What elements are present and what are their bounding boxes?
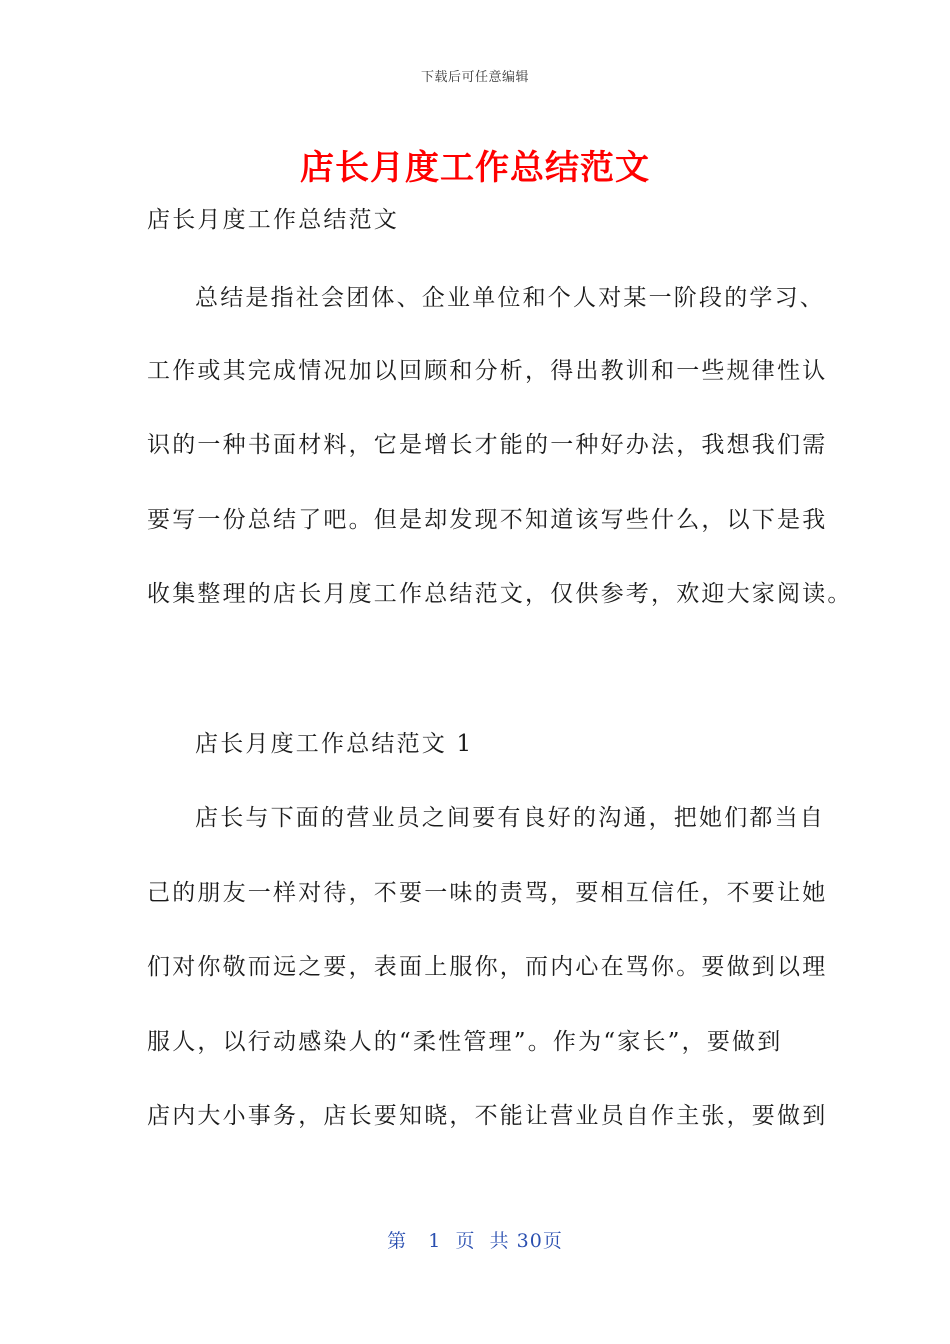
section-line-5: 店内大小事务，店长要知晓，不能让营业员自作主张，要做到 bbox=[147, 1103, 828, 1129]
current-page-number: 1 bbox=[428, 1230, 442, 1252]
section-heading: 店长月度工作总结范文 1 bbox=[195, 731, 474, 757]
section-line-4: 服人，以行动感染人的“柔性管理”。作为“家长”，要做到 bbox=[147, 1029, 783, 1055]
intro-line-2: 工作或其完成情况加以回顾和分析，得出教训和一些规律性认 bbox=[147, 358, 828, 384]
intro-line-1: 总结是指社会团体、企业单位和个人对某一阶段的学习、 bbox=[195, 285, 825, 311]
intro-line-5: 收集整理的店长月度工作总结范文，仅供参考，欢迎大家阅读。 bbox=[147, 581, 853, 607]
footer-label-of: 页 共 bbox=[455, 1230, 510, 1252]
section-line-2: 己的朋友一样对待，不要一味的责骂，要相互信任，不要让她 bbox=[147, 880, 828, 906]
intro-line-4: 要写一份总结了吧。但是却发现不知道该写些什么，以下是我 bbox=[147, 507, 828, 533]
footer-label-end: 页 bbox=[542, 1230, 563, 1252]
section-line-1: 店长与下面的营业员之间要有良好的沟通，把她们都当自 bbox=[195, 805, 825, 831]
footer-label-page: 第 bbox=[387, 1230, 408, 1252]
intro-line-3: 识的一种书面材料，它是增长才能的一种好办法，我想我们需 bbox=[147, 432, 828, 458]
page-footer bbox=[0, 1226, 950, 1253]
total-pages-number: 30 bbox=[516, 1230, 543, 1252]
document-title: 店长月度工作总结范文 bbox=[300, 148, 650, 188]
document-subtitle: 店长月度工作总结范文 bbox=[147, 207, 399, 233]
header-note: 下载后可任意编辑 bbox=[420, 70, 529, 85]
section-line-3: 们对你敬而远之要，表面上服你，而内心在骂你。要做到以理 bbox=[147, 954, 828, 980]
